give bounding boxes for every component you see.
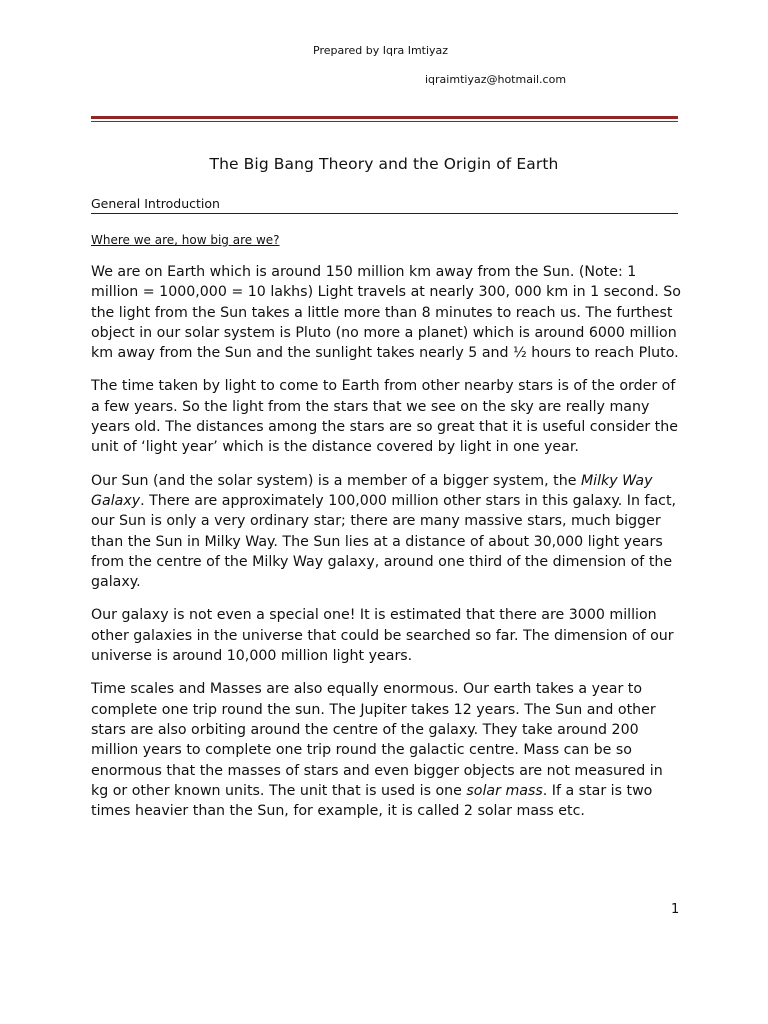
paragraph-5-text-a: Time scales and Masses are also equally enormous. Our earth takes a year to complete one trip round the sun. The Jupiter takes 12 years. The Sun and other stars are also orbiting around the centre of the galaxy. They take around 200 million years to complete one trip round the galactic centre. Mass can be so enormous that the masses of stars and even bigger objects are not measured in kg or other known units. The unit that is used is one bbox=[91, 681, 663, 799]
paragraph-3-text-b: . There are approximately 100,000 million other stars in this galaxy. In fact, our Sun is only a very ordinary star; there are many massive stars, much bigger than the Sun in Milky Way. The Sun lies at a distance of about 30,000 light years from the centre of the Milky Way galaxy, around one third of the dimension of the galaxy. bbox=[91, 492, 677, 591]
subheading: Where we are, how big are we? bbox=[91, 233, 280, 247]
body-text bbox=[91, 262, 681, 834]
section-divider bbox=[91, 213, 678, 214]
milky-way-galaxy-term: Milky Way Galaxy bbox=[91, 472, 653, 509]
author-email: iqraimtiyaz@hotmail.com bbox=[425, 73, 567, 86]
paragraph-1: We are on Earth which is around 150 million km away from the Sun. (Note: 1 million = 1000,000 = 10 lakhs) Light travels at nearly 300, 000 km in 1 second. So the light from the Sun takes a little more than 8 minutes to reach us. The furthest object in our solar system is Pluto (no more a planet) which is around 6000 million km away from the Sun and the sunlight takes nearly 5 and ½ hours to reach Pluto. bbox=[91, 264, 681, 362]
paragraph-2: The time taken by light to come to Earth from other nearby stars is of the order of a few years. So the light from the stars that we see on the sky are really many years old. The distances among the stars are so great that it is useful consider the unit of ‘light year’ which is the distance covered by light in one year. bbox=[91, 378, 678, 456]
paragraph-5-text-b: . If a star is two times heavier than the Sun, for example, it is called 2 solar mass etc. bbox=[91, 782, 653, 820]
section-heading: General Introduction bbox=[91, 196, 220, 211]
paragraph-4: Our galaxy is not even a special one! It is estimated that there are 3000 million other galaxies in the universe that could be searched so far. The dimension of our universe is around 10,000 million light years. bbox=[91, 607, 674, 665]
document-title: The Big Bang Theory and the Origin of Earth bbox=[209, 155, 559, 173]
paragraph-5 bbox=[91, 679, 681, 821]
paragraph-3 bbox=[91, 471, 681, 593]
header-rule-thin bbox=[91, 121, 678, 122]
prepared-by-line: Prepared by Iqra Imtiyaz bbox=[313, 44, 449, 57]
paragraph-3-text-a: Our Sun (and the solar system) is a member of a bigger system, the bbox=[91, 472, 581, 489]
header-rule-thick bbox=[91, 116, 678, 119]
page-number: 1 bbox=[671, 902, 680, 917]
solar-mass-term: solar mass bbox=[466, 782, 543, 799]
